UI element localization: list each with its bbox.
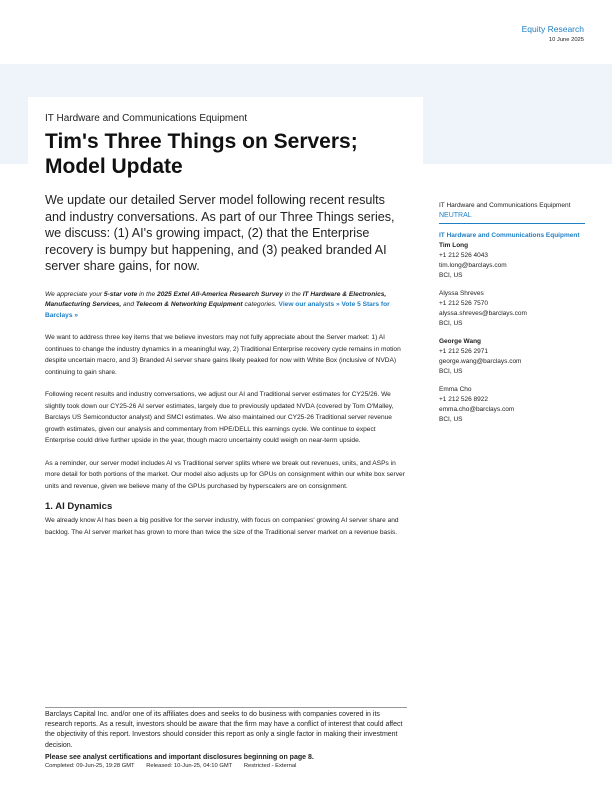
completed-time: Completed: 09-Jun-25, 19:28 GMT bbox=[45, 762, 135, 769]
vote-text: in the bbox=[137, 290, 158, 298]
paragraph: We want to address three key items that we believe investors may not fully appreciate about the Server market: 1) AI continues to change the industry dynamics in a meaningful way, 2) Traditional Enterprise recovery cycle remains in motion despite uncertain macro, and 3) Branded AI server share gains likely peaked for now with White Box (inclusive of NVDA) continuing to gain share. bbox=[45, 334, 401, 376]
analyst-entity: BCI, US bbox=[439, 368, 463, 375]
disclaimer: Barclays Capital Inc. and/or one of its affiliates does and seeks to do business with companies covered in its research reports. As a result, investors should be aware that the firm may have a conflict of interest that could affect the objectivity of this report. Investors should consider this report as only a single factor in making their investment decision. bbox=[45, 711, 403, 749]
analyst-card bbox=[439, 385, 585, 425]
report-header bbox=[522, 24, 584, 43]
main-content bbox=[45, 192, 407, 538]
headline-box bbox=[28, 97, 423, 190]
analyst-card bbox=[439, 337, 585, 377]
vote-bold: 2025 Extel All-America Research Survey bbox=[157, 290, 283, 298]
vote-link[interactable]: View our analysts » Vote 5 Stars for Barclays » bbox=[45, 301, 390, 319]
section-heading: 1. AI Dynamics bbox=[45, 501, 113, 512]
analyst-email[interactable]: george.wang@barclays.com bbox=[439, 358, 522, 365]
report-date: 10 June 2025 bbox=[548, 37, 584, 43]
classification: Restricted - External bbox=[243, 762, 297, 769]
footer bbox=[45, 707, 407, 769]
analyst-phone: +1 212 526 4043 bbox=[439, 252, 488, 259]
vote-bold: IT Hardware & Electronics, Manufacturing Services, bbox=[45, 290, 387, 308]
page-title bbox=[45, 129, 423, 179]
rating-badge: NEUTRAL bbox=[439, 211, 585, 224]
analyst-name: Tim Long bbox=[439, 242, 469, 249]
section-text: We already know AI has been a big positive for the server industry, with focus on companies' growing AI server share and backlog. The AI server market has grown to more than twice the size of the Traditional server market on a revenue basis. bbox=[45, 517, 399, 536]
title-line-1: Tim's Three Things on Servers; bbox=[45, 130, 358, 153]
sector-label: IT Hardware and Communications Equipment bbox=[45, 113, 248, 124]
analyst-email[interactable]: emma.cho@barclays.com bbox=[439, 406, 515, 413]
analyst-entity: BCI, US bbox=[439, 416, 463, 423]
report-type: Equity Research bbox=[521, 24, 584, 34]
vote-bold: Telecom & Networking Equipment bbox=[135, 301, 243, 308]
sidebar bbox=[439, 201, 585, 425]
certification-note: Please see analyst certifications and important disclosures beginning on page 8. bbox=[45, 753, 314, 761]
team-label: IT Hardware and Communications Equipment bbox=[439, 232, 580, 239]
analyst-card bbox=[439, 289, 585, 329]
paragraph: Following recent results and industry conversations, we adjust our AI and Traditional server estimates for CY25/26. We slightly took down our CY25-26 AI server estimates, largely due to previously updated NVDA (covered by Tom O'Malley, Barclays US Semiconductor analyst) and SMCI estimates. We also maintained our CY25-26 Traditional server revenue growth estimates, given our analysis and commentary from HPE/DELL this earnings cycle. We continue to expect Enterprise could drive further upside in the year, though macro uncertainty could weigh on near-term upside. bbox=[45, 391, 394, 444]
analyst-card bbox=[439, 241, 585, 281]
analyst-entity: BCI, US bbox=[439, 320, 463, 327]
vote-text: in the bbox=[282, 290, 303, 298]
coverage-label: IT Hardware and Communications Equipment bbox=[439, 202, 571, 209]
analyst-phone: +1 212 526 8922 bbox=[439, 396, 488, 403]
vote-text: categories. bbox=[242, 301, 279, 308]
analyst-list bbox=[439, 241, 585, 425]
analyst-email[interactable]: tim.long@barclays.com bbox=[439, 262, 507, 269]
vote-note bbox=[45, 290, 407, 322]
analyst-name: George Wang bbox=[439, 338, 482, 345]
analyst-email[interactable]: alyssa.shreves@barclays.com bbox=[439, 310, 527, 317]
analyst-phone: +1 212 526 7570 bbox=[439, 300, 488, 307]
summary: We update our detailed Server model following recent results and industry conversations. As part of our Three Things series, we discuss: (1) AI's growing impact, (2) that the Enterprise recovery is bumpy but happening, and (3) peaked branded AI server share gains, for now. bbox=[45, 193, 395, 273]
vote-text: and bbox=[121, 301, 136, 308]
vote-bold: 5-star vote bbox=[103, 290, 138, 298]
vote-text: We appreciate your bbox=[45, 290, 104, 298]
released-time: Released: 10-Jun-25, 04:10 GMT bbox=[146, 762, 233, 769]
analyst-name: Emma Cho bbox=[439, 386, 472, 393]
analyst-name: Alyssa Shreves bbox=[439, 290, 484, 297]
analyst-phone: +1 212 526 2971 bbox=[439, 348, 488, 355]
title-line-2: Model Update bbox=[45, 155, 183, 178]
release-meta bbox=[45, 763, 407, 769]
analyst-entity: BCI, US bbox=[439, 272, 463, 279]
paragraph: As a reminder, our server model includes AI vs Traditional server splits where we break out revenues, units, and ASPs in more detail for both portions of the market. Our model also adjusts up for GPUs on consignment within our white box server units and revenue, given we believe many of the GPUs purchased by hyperscalers are on consignment. bbox=[45, 459, 405, 490]
